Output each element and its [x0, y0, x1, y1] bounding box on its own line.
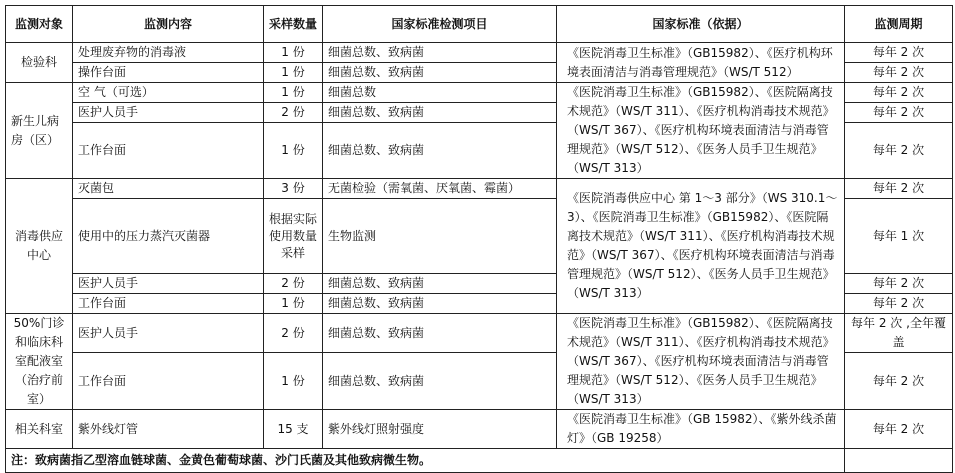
period-cell: 每年 2 次	[845, 43, 953, 63]
period-cell: 每年 2 次	[845, 123, 953, 179]
content-cell: 操作台面	[73, 63, 264, 83]
header-standard: 国家标准（依据）	[557, 6, 845, 43]
table-row	[6, 179, 953, 199]
monitoring-table	[5, 5, 953, 473]
quantity-cell: 1 份	[264, 123, 323, 179]
header-period: 监测周期	[845, 6, 953, 43]
empty-cell	[845, 449, 953, 473]
period-cell: 每年 2 次	[845, 294, 953, 314]
note-row	[6, 449, 953, 473]
content-cell: 医护人员手	[73, 314, 264, 353]
period-cell: 每年 2 次	[845, 410, 953, 449]
period-cell: 每年 2 次	[845, 179, 953, 199]
quantity-cell: 2 份	[264, 314, 323, 353]
period-cell: 每年 2 次	[845, 353, 953, 410]
table-row	[6, 83, 953, 103]
test-item-cell: 细菌总数	[323, 83, 557, 103]
content-cell: 灭菌包	[73, 179, 264, 199]
table-row	[6, 410, 953, 449]
content-cell: 紫外线灯管	[73, 410, 264, 449]
standard-cell: 《医院消毒卫生标准》（GB15982）、《医院隔离技术规范》（WS/T 311）、《医疗机构消毒技术规范》（WS/T 367）、《医疗机构环境表面清洁与消毒管理规范》（WS/T 512）、《医务人员手卫生规范》（WS/T 313）	[557, 83, 845, 179]
table-row	[6, 314, 953, 353]
quantity-cell: 1 份	[264, 353, 323, 410]
content-cell: 医护人员手	[73, 103, 264, 123]
test-item-cell: 细菌总数、致病菌	[323, 294, 557, 314]
period-cell: 每年 1 次	[845, 199, 953, 274]
test-item-cell: 细菌总数、致病菌	[323, 314, 557, 353]
content-cell: 工作台面	[73, 123, 264, 179]
quantity-cell: 3 份	[264, 179, 323, 199]
object-cell: 相关科室	[6, 410, 73, 449]
header-row	[6, 6, 953, 43]
test-item-cell: 生物监测	[323, 199, 557, 274]
test-item-cell: 无菌检验（需氧菌、厌氧菌、霉菌）	[323, 179, 557, 199]
header-object: 监测对象	[6, 6, 73, 43]
quantity-cell: 1 份	[264, 63, 323, 83]
test-item-cell: 紫外线灯照射强度	[323, 410, 557, 449]
period-cell: 每年 2 次	[845, 103, 953, 123]
object-cell: 消毒供应中心	[6, 179, 73, 314]
object-cell: 新生儿病房（区）	[6, 83, 73, 179]
quantity-cell: 1 份	[264, 43, 323, 63]
header-quantity: 采样数量	[264, 6, 323, 43]
content-cell: 处理废弃物的消毒液	[73, 43, 264, 63]
content-cell: 工作台面	[73, 353, 264, 410]
standard-cell: 《医院消毒卫生标准》（GB15982）、《医疗机构环境表面清洁与消毒管理规范》（WS/T 512）	[557, 43, 845, 83]
quantity-cell: 1 份	[264, 83, 323, 103]
test-item-cell: 细菌总数、致病菌	[323, 103, 557, 123]
header-test-item: 国家标准检测项目	[323, 6, 557, 43]
content-cell: 工作台面	[73, 294, 264, 314]
content-cell: 医护人员手	[73, 274, 264, 294]
test-item-cell: 细菌总数、致病菌	[323, 43, 557, 63]
quantity-cell: 15 支	[264, 410, 323, 449]
quantity-cell: 2 份	[264, 103, 323, 123]
test-item-cell: 细菌总数、致病菌	[323, 123, 557, 179]
quantity-cell: 2 份	[264, 274, 323, 294]
object-cell: 50%门诊和临床科室配液室（治疗前室）	[6, 314, 73, 410]
content-cell: 空 气（可选）	[73, 83, 264, 103]
standard-cell: 《医院消毒卫生标准》（GB 15982）、《紫外线杀菌灯》（GB 19258）	[557, 410, 845, 449]
footnote: 注：致病菌指乙型溶血链球菌、金黄色葡萄球菌、沙门氏菌及其他致病微生物。	[6, 449, 845, 473]
period-cell: 每年 2 次	[845, 83, 953, 103]
period-cell: 每年 2 次	[845, 63, 953, 83]
quantity-cell: 根据实际使用数量采样	[264, 199, 323, 274]
test-item-cell: 细菌总数、致病菌	[323, 274, 557, 294]
standard-cell: 《医院消毒卫生标准》（GB15982）、《医院隔离技术规范》（WS/T 311）、《医疗机构消毒技术规范》（WS/T 367）、《医疗机构环境表面清洁与消毒管理规范》（WS/T 512）、《医务人员手卫生规范》（WS/T 313）	[557, 314, 845, 410]
test-item-cell: 细菌总数、致病菌	[323, 353, 557, 410]
header-content: 监测内容	[73, 6, 264, 43]
quantity-cell: 1 份	[264, 294, 323, 314]
table-row	[6, 43, 953, 63]
test-item-cell: 细菌总数、致病菌	[323, 63, 557, 83]
period-cell: 每年 2 次	[845, 274, 953, 294]
period-cell: 每年 2 次 ,全年覆盖	[845, 314, 953, 353]
object-cell: 检验科	[6, 43, 73, 83]
standard-cell: 《医院消毒供应中心 第 1～3 部分》（WS 310.1～3）、《医院消毒卫生标准》（GB15982）、《医院隔离技术规范》（WS/T 311）、《医疗机构消毒技术规范》（WS/T 367）、《医疗机构环境表面清洁与消毒管理规范》（WS/T 512）、《医务人员手卫生规范》（WS/T 313）	[557, 179, 845, 314]
content-cell: 使用中的压力蒸汽灭菌器	[73, 199, 264, 274]
